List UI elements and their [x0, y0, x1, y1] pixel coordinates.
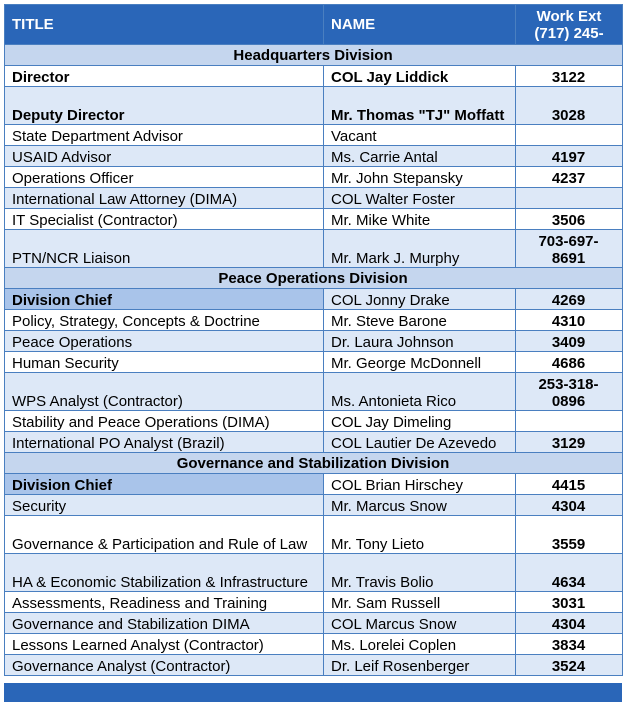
cell-name: Ms. Antonieta Rico	[324, 373, 516, 411]
section-header-row	[5, 45, 623, 66]
cell-name: COL Jay Liddick	[324, 66, 516, 87]
cell-title: International Law Attorney (DIMA)	[5, 188, 324, 209]
cell-name: Vacant	[324, 125, 516, 146]
cell-title: Governance and Stabilization DIMA	[5, 613, 324, 634]
column-header-ext-line1: Work Ext	[536, 7, 602, 25]
cell-title: HA & Economic Stabilization & Infrastructure	[5, 554, 324, 592]
cell-title: Lessons Learned Analyst (Contractor)	[5, 634, 324, 655]
cell-title: WPS Analyst (Contractor)	[5, 373, 324, 411]
cell-ext	[516, 125, 623, 146]
cell-name: Dr. Leif Rosenberger	[324, 655, 516, 676]
cell-title: Human Security	[5, 352, 324, 373]
table-row	[5, 554, 623, 592]
cell-name: Mr. Steve Barone	[324, 310, 516, 331]
table-row	[5, 474, 623, 495]
header-row	[5, 5, 623, 45]
cell-name: Dr. Laura Johnson	[324, 331, 516, 352]
cell-name: Mr. George McDonnell	[324, 352, 516, 373]
column-header-title: TITLE	[5, 5, 324, 45]
cell-name: COL Marcus Snow	[324, 613, 516, 634]
table-row	[5, 495, 623, 516]
cell-ext: 253-318-0896	[516, 373, 623, 411]
table-row	[5, 516, 623, 554]
column-header-name: NAME	[324, 5, 516, 45]
table-row	[5, 432, 623, 453]
cell-ext: 3129	[516, 432, 623, 453]
cell-name: Mr. Travis Bolio	[324, 554, 516, 592]
table-row	[5, 289, 623, 310]
table-row	[5, 373, 623, 411]
cell-ext: 3122	[516, 66, 623, 87]
section-title: Peace Operations Division	[5, 268, 623, 289]
cell-name: COL Lautier De Azevedo	[324, 432, 516, 453]
table-row	[5, 167, 623, 188]
cell-title: Assessments, Readiness and Training	[5, 592, 324, 613]
cell-title: Stability and Peace Operations (DIMA)	[5, 411, 324, 432]
table-row	[5, 634, 623, 655]
cell-ext: 4197	[516, 146, 623, 167]
cell-title: International PO Analyst (Brazil)	[5, 432, 324, 453]
cell-ext: 4634	[516, 554, 623, 592]
cell-name: Mr. Thomas "TJ" Moffatt	[324, 87, 516, 125]
cell-name: Mr. Tony Lieto	[324, 516, 516, 554]
table-row	[5, 592, 623, 613]
table-row	[5, 411, 623, 432]
cell-name: Mr. Mike White	[324, 209, 516, 230]
cell-ext: 3031	[516, 592, 623, 613]
cell-title: Director	[5, 66, 324, 87]
cell-ext: 4304	[516, 613, 623, 634]
cell-name: Mr. Sam Russell	[324, 592, 516, 613]
cell-title: IT Specialist (Contractor)	[5, 209, 324, 230]
column-header-ext-line2: (717) 245-	[534, 24, 604, 42]
section-header-row	[5, 453, 623, 474]
cell-title: PTN/NCR Liaison	[5, 230, 324, 268]
section-header-row	[5, 268, 623, 289]
cell-ext: 703-697-8691	[516, 230, 623, 268]
table-row	[5, 209, 623, 230]
cell-title: Governance & Participation and Rule of Law	[5, 516, 324, 554]
cell-name: COL Walter Foster	[324, 188, 516, 209]
section-title: Governance and Stabilization Division	[5, 453, 623, 474]
cell-name: Ms. Lorelei Coplen	[324, 634, 516, 655]
table-row	[5, 310, 623, 331]
cell-title: Security	[5, 495, 324, 516]
table-body	[5, 45, 623, 676]
cell-title: Operations Officer	[5, 167, 324, 188]
staff-directory-table	[4, 4, 623, 676]
cell-ext: 3409	[516, 331, 623, 352]
table-row	[5, 230, 623, 268]
table-row	[5, 655, 623, 676]
table-row	[5, 66, 623, 87]
table-header	[5, 5, 623, 45]
table-row	[5, 188, 623, 209]
cell-ext: 4269	[516, 289, 623, 310]
table-footer-bar	[4, 683, 622, 702]
table-row	[5, 87, 623, 125]
cell-title: Peace Operations	[5, 331, 324, 352]
cell-name: Mr. Marcus Snow	[324, 495, 516, 516]
cell-ext: 3559	[516, 516, 623, 554]
table-row	[5, 352, 623, 373]
cell-ext: 4686	[516, 352, 623, 373]
column-header-ext	[516, 5, 623, 45]
cell-name: Ms. Carrie Antal	[324, 146, 516, 167]
cell-ext: 3834	[516, 634, 623, 655]
cell-title: Division Chief	[5, 289, 324, 310]
cell-ext: 3506	[516, 209, 623, 230]
cell-name: Mr. John Stepansky	[324, 167, 516, 188]
section-title: Headquarters Division	[5, 45, 623, 66]
cell-ext	[516, 411, 623, 432]
table-row	[5, 613, 623, 634]
table-row	[5, 146, 623, 167]
cell-title: USAID Advisor	[5, 146, 324, 167]
cell-title: Governance Analyst (Contractor)	[5, 655, 324, 676]
cell-ext: 4415	[516, 474, 623, 495]
cell-ext: 4237	[516, 167, 623, 188]
cell-ext: 4310	[516, 310, 623, 331]
cell-ext	[516, 188, 623, 209]
directory-table-container	[4, 4, 622, 676]
cell-title: Policy, Strategy, Concepts & Doctrine	[5, 310, 324, 331]
cell-name: COL Jonny Drake	[324, 289, 516, 310]
cell-ext: 3028	[516, 87, 623, 125]
cell-ext: 4304	[516, 495, 623, 516]
cell-title: Division Chief	[5, 474, 324, 495]
cell-title: State Department Advisor	[5, 125, 324, 146]
cell-name: COL Brian Hirschey	[324, 474, 516, 495]
cell-title: Deputy Director	[5, 87, 324, 125]
cell-name: Mr. Mark J. Murphy	[324, 230, 516, 268]
table-row	[5, 331, 623, 352]
cell-ext: 3524	[516, 655, 623, 676]
table-row	[5, 125, 623, 146]
cell-name: COL Jay Dimeling	[324, 411, 516, 432]
